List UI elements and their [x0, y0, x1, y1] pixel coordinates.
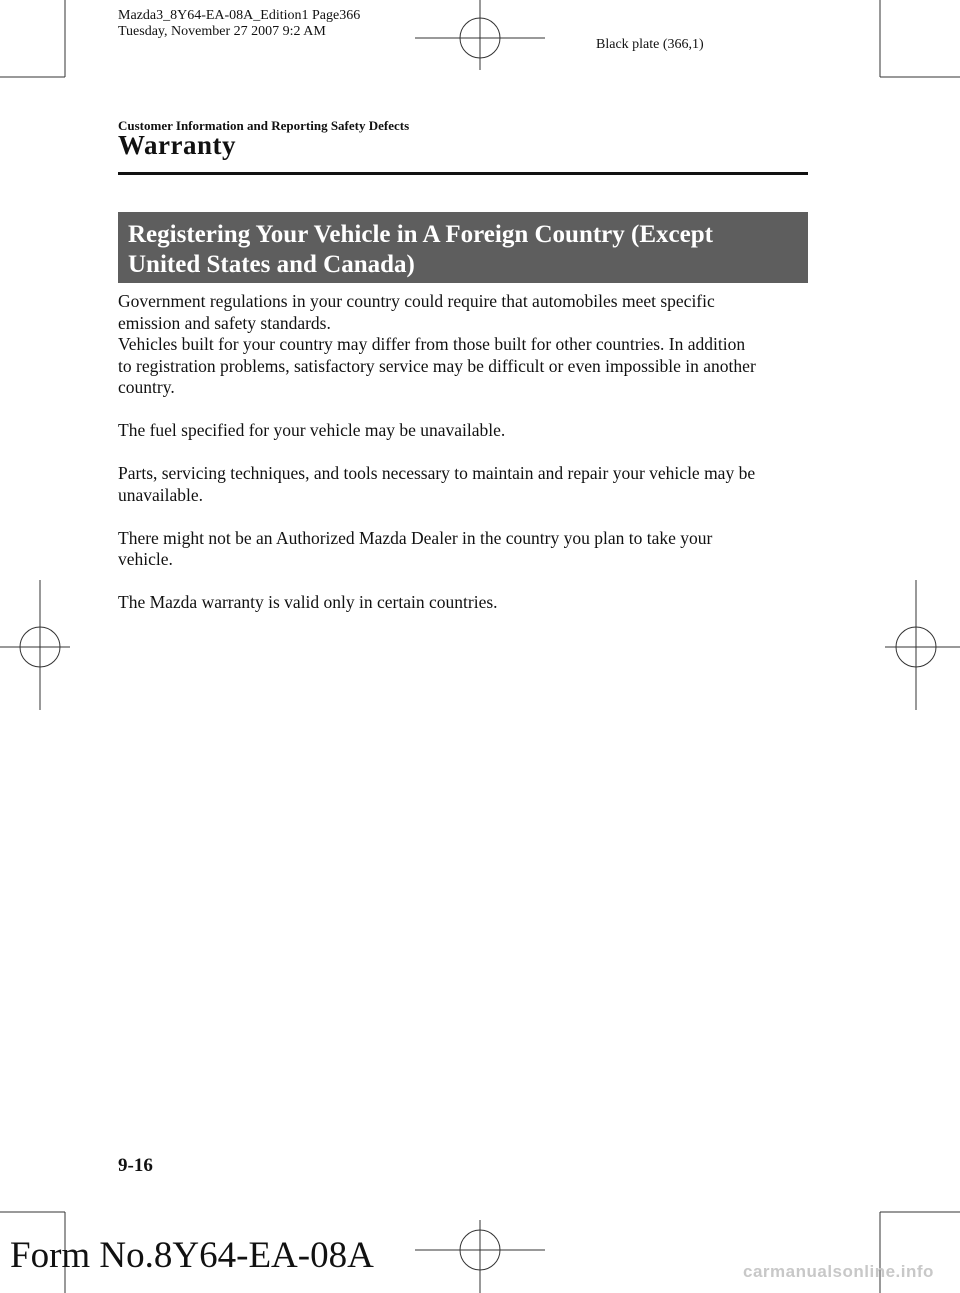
paragraph — [118, 420, 813, 442]
text-line: vehicle. — [118, 549, 173, 569]
text-line: to registration problems, satisfactory service may be difficult or even impossible in another — [118, 355, 756, 376]
text-line: Vehicles built for your country may differ from those built for other countries. In addition — [118, 334, 746, 354]
text-line: Government regulations in your country could require that automobiles meet specific — [118, 291, 715, 311]
section-banner — [118, 212, 808, 283]
page-title: Warranty — [118, 130, 236, 160]
plate-info: Black plate (366,1) — [596, 37, 704, 52]
watermark: carmanualsonline.info — [743, 1262, 934, 1281]
text-line: The fuel specified for your vehicle may be unavailable. — [118, 420, 506, 440]
text-line: The Mazda warranty is valid only in certain countries. — [118, 592, 498, 612]
text-line: There might not be an Authorized Mazda Dealer in the country you plan to take your — [118, 527, 713, 548]
section-label: Customer Information and Reporting Safety Defects — [118, 118, 410, 133]
text-line: unavailable. — [118, 484, 204, 505]
page-number: 9-16 — [118, 1155, 153, 1176]
paragraph — [118, 463, 813, 506]
text-line: emission and safety standards. — [118, 312, 331, 333]
banner-title-line-2: United States and Canada) — [128, 251, 415, 278]
paragraph — [118, 592, 813, 614]
paragraph — [118, 291, 813, 399]
text-line: country. — [118, 377, 175, 397]
body-text — [118, 291, 813, 635]
banner-title-line-1: Registering Your Vehicle in A Foreign Country (Except — [128, 221, 713, 248]
text-line: Parts, servicing techniques, and tools necessary to maintain and repair your vehicle may be — [118, 463, 756, 483]
paragraph — [118, 528, 813, 571]
heading-rule — [118, 172, 808, 175]
form-number: Form No.8Y64-EA-08A — [10, 1235, 374, 1276]
print-meta-file: Mazda3_8Y64-EA-08A_Edition1 Page366 — [118, 8, 361, 23]
print-meta-date: Tuesday, November 27 2007 9:2 AM — [118, 24, 326, 39]
